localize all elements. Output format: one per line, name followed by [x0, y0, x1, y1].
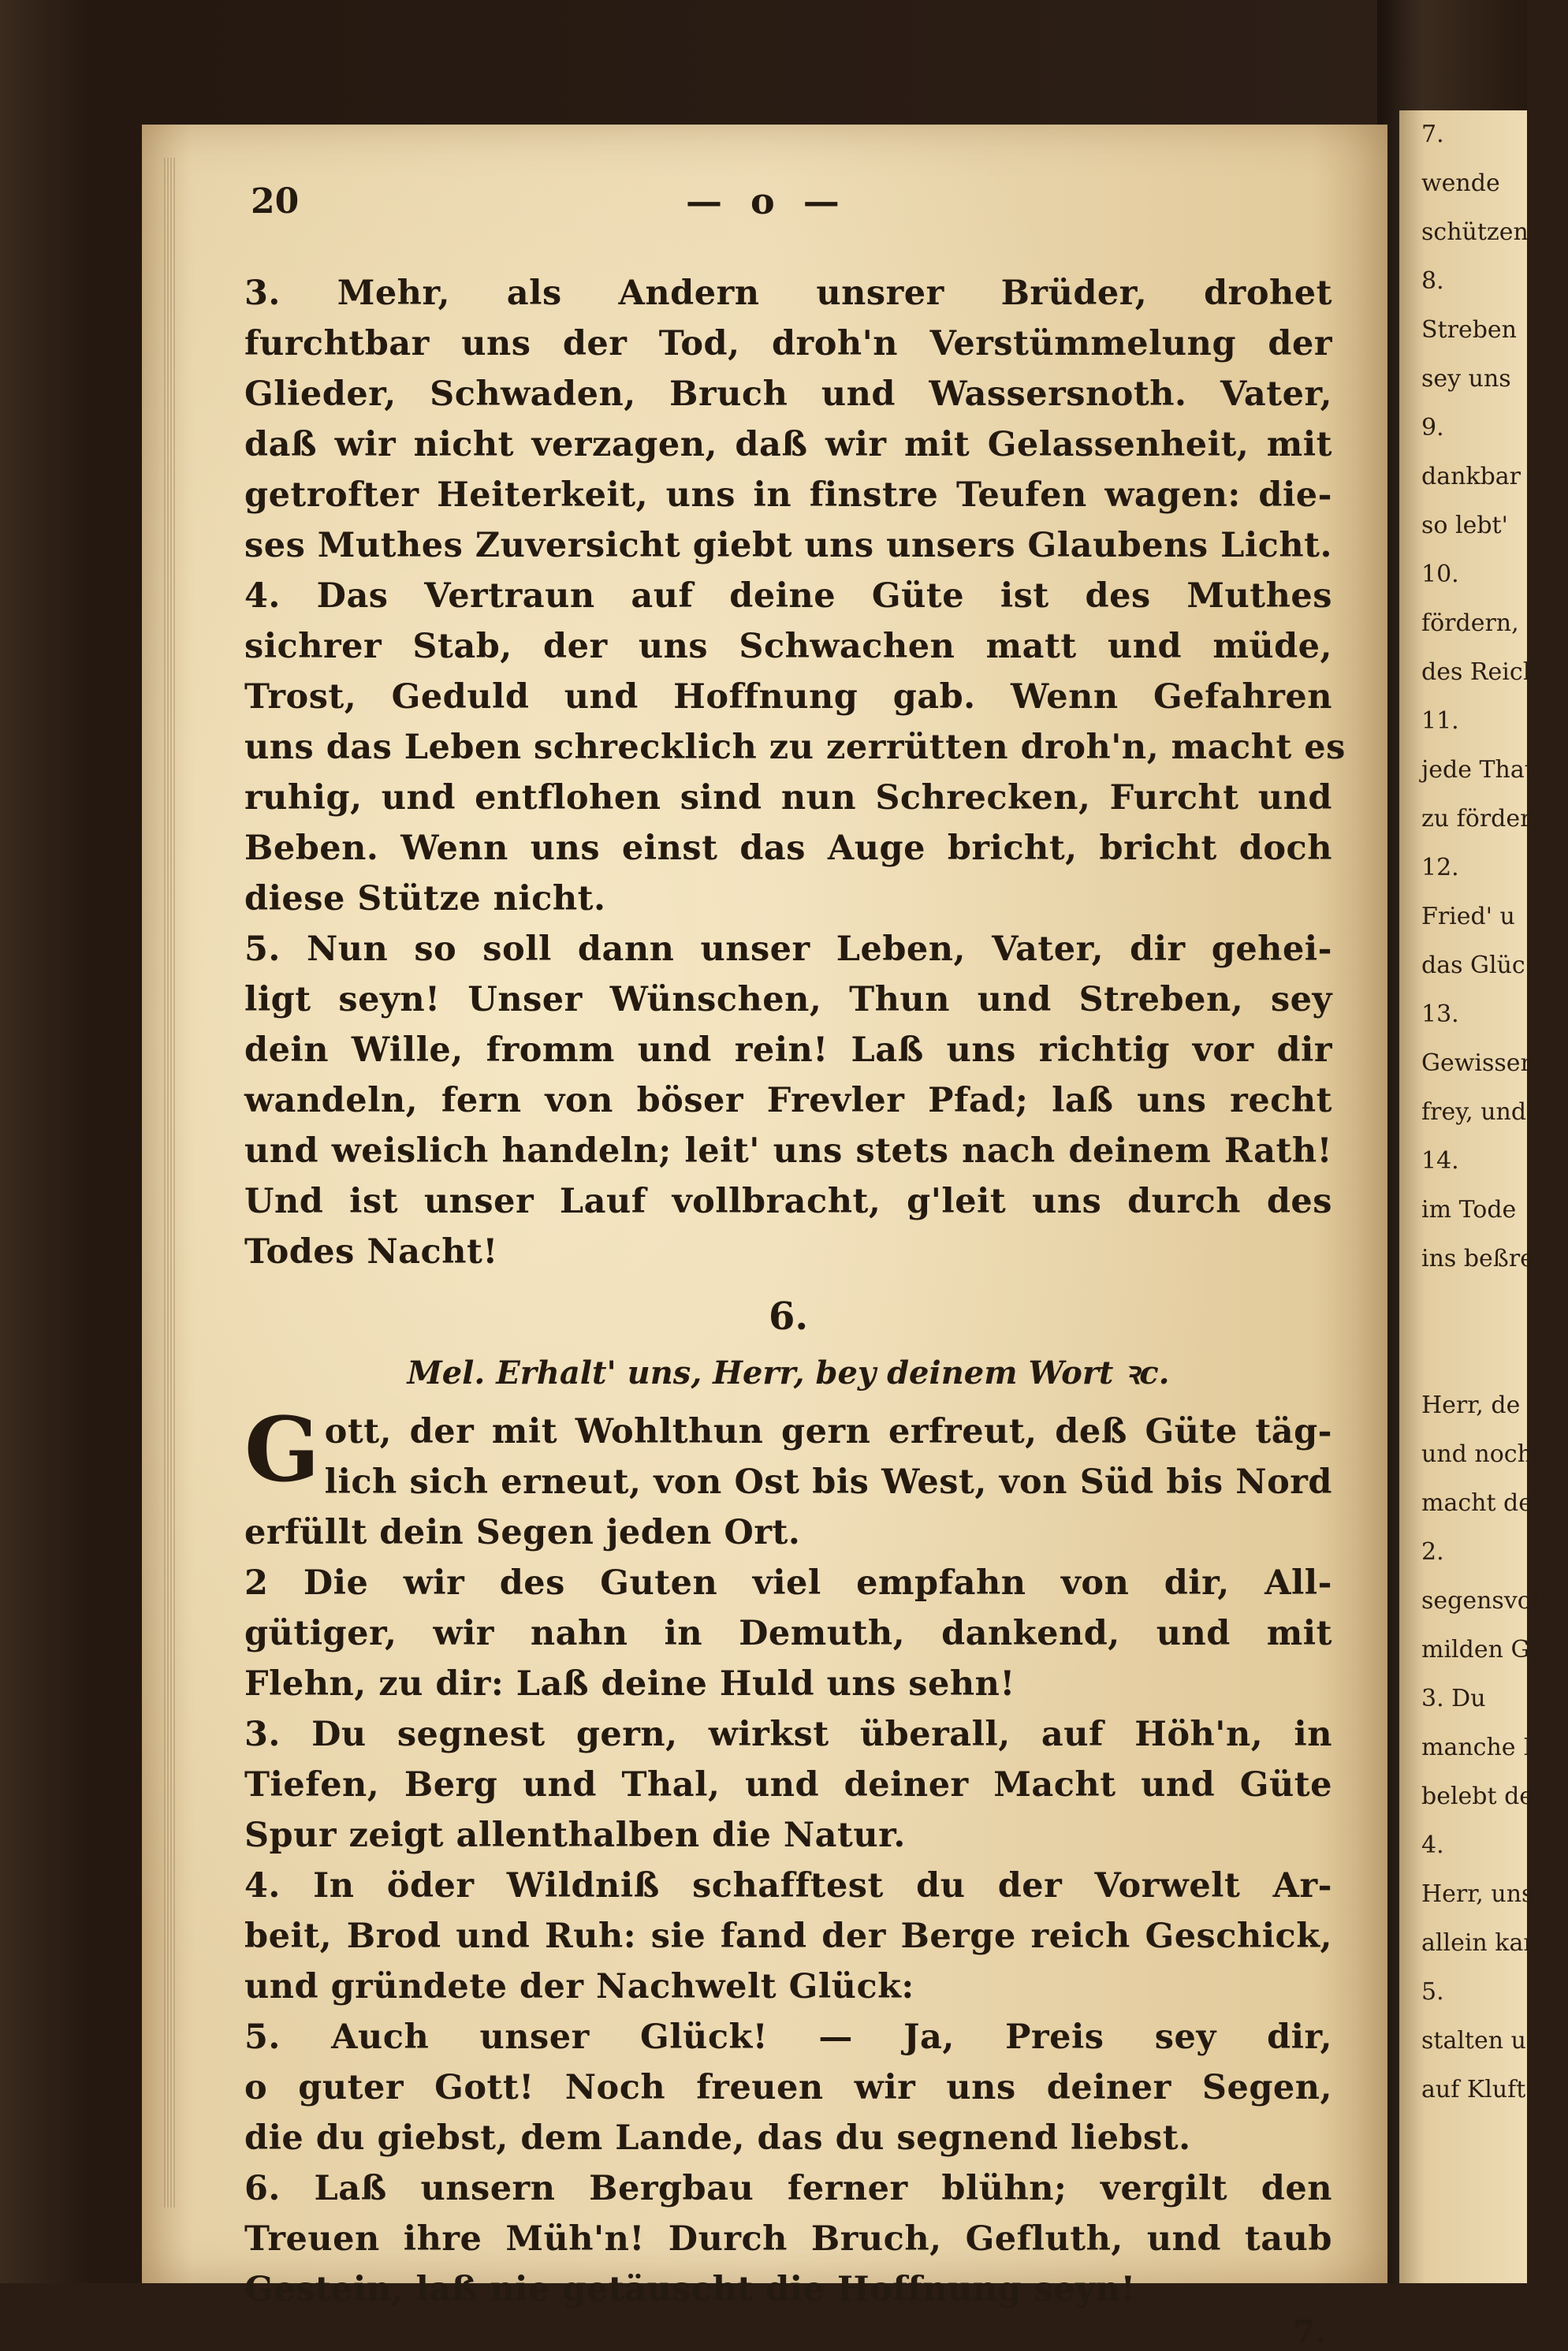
text-line: ses Muthes Zuversicht giebt uns unsers Glaubens Licht. — [244, 526, 1332, 565]
facing-page-line: schützend — [1421, 218, 1544, 246]
text-line: beit, Brod und Ruh: sie fand der Berge reich Geschick, — [244, 1917, 1332, 1956]
facing-page-line: sey uns — [1421, 365, 1511, 393]
text-line: und gründete der Nachwelt Glück: — [244, 1967, 914, 2006]
text-line: Tiefen, Berg und Thal, und deiner Macht und Güte — [244, 1765, 1332, 1805]
hymn-6-verses — [244, 1457, 1332, 2315]
text-line: o guter Gott! Noch freuen wir uns deiner Segen, — [244, 2068, 1332, 2107]
facing-page-line: dankbar — [1421, 463, 1521, 490]
facing-page — [1399, 110, 1568, 2283]
page-number: 20 — [251, 181, 300, 222]
text-line: sichrer Stab, der uns Schwachen matt und müde, — [244, 627, 1332, 666]
text-line: 5. Nun so soll dann unser Leben, Vater, dir gehei- — [244, 930, 1332, 969]
text-line: 5. Auch unser Glück! — Ja, Preis sey dir, — [244, 2018, 1332, 2057]
facing-page-line: belebt den — [1421, 1783, 1549, 1810]
text-line: 3. Mehr, als Andern unsrer Brüder, drohet — [244, 274, 1332, 313]
facing-page-line: milden Ga — [1421, 1636, 1544, 1664]
text-line: lich sich erneut, von Ost bis West, von Süd bis Nord — [324, 1462, 1332, 1502]
facing-page-line: 2. — [1421, 1538, 1444, 1566]
text-line: Glieder, Schwaden, Bruch und Wassersnoth. Vater, — [244, 374, 1332, 414]
facing-page-line: Streben — [1421, 316, 1517, 344]
facing-page-line: segensvolle — [1421, 1587, 1561, 1615]
facing-page-line — [1399, 1284, 1527, 1332]
facing-page-line: fördern, — [1421, 609, 1519, 637]
text-line: Spur zeigt allenthalben die Natur. — [244, 1816, 906, 1855]
facing-page-line: so lebt' — [1421, 512, 1508, 539]
facing-page-line: des Reich — [1421, 658, 1538, 686]
text-line: furchtbar uns der Tod, droh'n Verstümmelung der — [244, 324, 1332, 363]
page-content — [244, 180, 1346, 2351]
text-line: Todes Nacht! — [244, 1232, 498, 1272]
text-line: erfüllt dein Segen jeden Ort. — [244, 1513, 801, 1552]
facing-page-line: 7. — [1421, 121, 1444, 148]
facing-page-line: 11. — [1421, 707, 1459, 735]
facing-page-line: 13. — [1421, 1000, 1459, 1028]
facing-page-line: das Glüc — [1421, 952, 1525, 979]
facing-page-line: zu förder — [1421, 805, 1532, 833]
facing-page-line: 4. — [1421, 1831, 1444, 1859]
text-line: 3. Du segnest gern, wirkst überall, auf Höh'n, in — [244, 1715, 1332, 1754]
facing-page-line: 12. — [1421, 854, 1459, 881]
header-ornament: — o — — [686, 180, 847, 222]
text-line: Treuen ihre Müh'n! Durch Bruch, Gefluth, und taub — [244, 2219, 1332, 2259]
facing-page-line: 10. — [1421, 561, 1459, 588]
facing-page-line: auf Kluft — [1421, 2076, 1526, 2103]
facing-page-line: 14. — [1421, 1147, 1459, 1175]
facing-page-line: und noch — [1421, 1440, 1533, 1468]
facing-page-line: jede That — [1421, 756, 1534, 784]
text-line: 6. Laß unsern Bergbau ferner blühn; vergilt den — [244, 2169, 1332, 2208]
facing-page-line: Fried' u — [1421, 903, 1515, 930]
facing-page-text — [1399, 110, 1568, 2114]
drop-cap-initial: G — [244, 1399, 320, 1502]
text-line: Trost, Geduld und Hoffnung gab. Wenn Gefahren — [244, 677, 1332, 717]
text-line: daß wir nicht verzagen, daß wir mit Gelassenheit, mit — [244, 425, 1332, 464]
facing-page-line — [1399, 1332, 1527, 1381]
text-line: dein Wille, fromm und rein! Laß uns richtig vor dir — [244, 1030, 1332, 1070]
facing-page-line: allein kann — [1421, 1929, 1554, 1957]
hymn-number: 6. — [768, 1295, 809, 1339]
facing-page-line: Herr, uns — [1421, 1880, 1534, 1908]
text-line: Flehn, zu dir: Laß deine Huld uns sehn! — [244, 1664, 1015, 1704]
text-line: gütiger, wir nahn in Demuth, dankend, und mit — [244, 1614, 1332, 1653]
text-line: ruhig, und entflohen sind nun Schrecken, Furcht und — [244, 778, 1332, 818]
facing-page-line: macht dein — [1421, 1489, 1555, 1517]
text-line: Beben. Wenn uns einst das Auge bricht, bricht doch — [244, 829, 1332, 868]
text-line: und weislich handeln; leit' uns stets nach deinem Rath! — [244, 1131, 1332, 1171]
text-line: Und ist unser Lauf vollbracht, g'leit uns durch des — [244, 1182, 1332, 1221]
text-line: wandeln, fern von böser Frevler Pfad; laß uns recht — [244, 1081, 1332, 1120]
text-line: 2 Die wir des Guten viel empfahn von dir, All- — [244, 1563, 1332, 1603]
text-line: diese Stütze nicht. — [244, 879, 606, 918]
facing-page-line: Herr, de — [1421, 1392, 1521, 1419]
hymn-5-verses — [244, 268, 1346, 1277]
page-edges — [164, 158, 175, 2208]
facing-page-line: ins beßre — [1421, 1245, 1534, 1272]
facing-page-line: Gewissens — [1421, 1049, 1548, 1077]
facing-page-line: frey, und — [1421, 1098, 1527, 1126]
melody-reference: Mel. Erhalt' uns, Herr, bey deinem Wort ꝛc. — [407, 1354, 1170, 1392]
facing-page-line: manche Leb — [1421, 1734, 1568, 1761]
text-line: getrofter Heiterkeit, uns in finstre Teufen wagen: die- — [244, 475, 1332, 515]
text-line: ott, der mit Wohlthun gern erfreut, deß Güte täg- — [324, 1412, 1332, 1451]
facing-page-line: wende — [1421, 170, 1500, 197]
facing-page-line: 9. — [1421, 414, 1444, 442]
text-line: die du giebst, dem Lande, das du segnend liebst. — [244, 2118, 1191, 2158]
text-line: 4. Das Vertraun auf deine Güte ist des Muthes — [244, 576, 1332, 616]
facing-page-line: 3. Du — [1421, 1685, 1486, 1712]
text-line: uns das Leben schrecklich zu zerrütten droh'n, macht es — [244, 728, 1346, 767]
facing-page-line: 5. — [1421, 1978, 1444, 2006]
text-line: ligt seyn! Unser Wünschen, Thun und Streben, sey — [244, 980, 1332, 1019]
page-header — [244, 181, 1332, 237]
text-line: 4. In öder Wildniß schafftest du der Vorwelt Ar- — [244, 1866, 1332, 1906]
facing-page-line: stalten un — [1421, 2027, 1542, 2055]
text-line: Gestein, laß nie getäuscht die Hoffnung seyn! — [244, 2270, 1136, 2309]
facing-page-line: 8. — [1421, 267, 1444, 295]
facing-page-line: im Tode — [1421, 1196, 1517, 1224]
catchword: 7. — [1293, 2314, 1326, 2351]
